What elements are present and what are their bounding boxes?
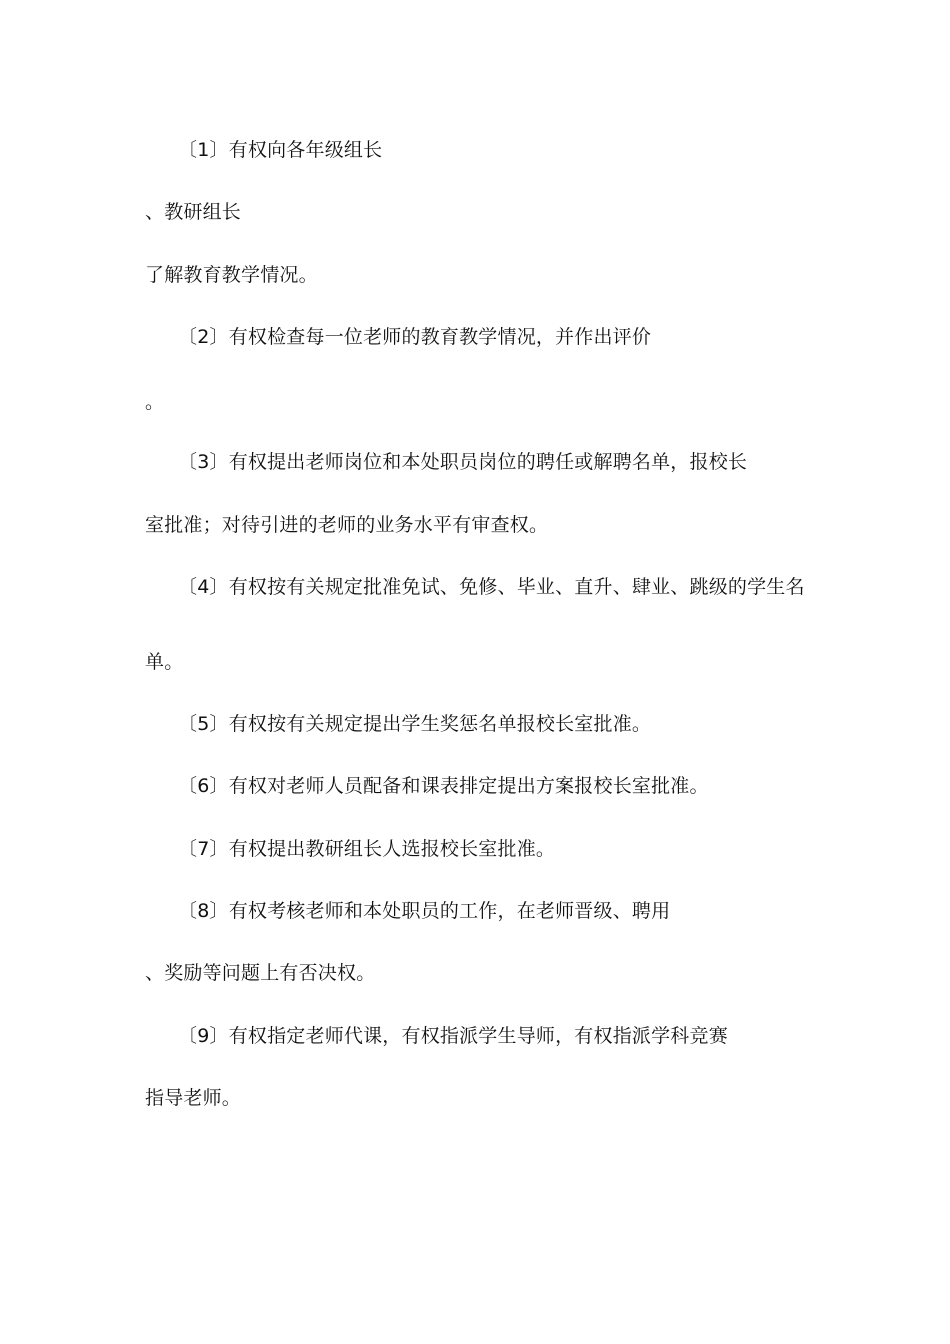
clause-4-line-2: 单。 <box>145 651 184 673</box>
clause-4-line-1: 〔4〕有权按有关规定批准免试、免修、毕业、直升、肆业、跳级的学生名 <box>178 576 805 598</box>
clause-9-line-1: 〔9〕有权指定老师代课，有权指派学生导师，有权指派学科竞赛 <box>178 1025 728 1047</box>
clause-8-line-2: 、奖励等问题上有否决权。 <box>145 962 376 984</box>
clause-3-line-1: 〔3〕有权提出老师岗位和本处职员岗位的聘任或解聘名单，报校长 <box>178 451 748 473</box>
clause-5-line: 〔5〕有权按有关规定提出学生奖惩名单报校长室批准。 <box>178 713 652 735</box>
clause-2-line-2: 。 <box>145 391 165 413</box>
clause-1-line-3: 了解教育教学情况。 <box>145 264 318 286</box>
clause-2-line-1: 〔2〕有权检查每一位老师的教育教学情况，并作出评价 <box>178 326 652 348</box>
clause-1-line-1: 〔1〕有权向各年级组长 <box>178 139 383 161</box>
clause-3-line-2: 室批准；对待引进的老师的业务水平有审查权。 <box>145 514 549 536</box>
clause-9-line-2: 指导老师。 <box>145 1087 242 1109</box>
clause-7-line: 〔7〕有权提出教研组长人选报校长室批准。 <box>178 838 556 860</box>
clause-6-line: 〔6〕有权对老师人员配备和课表排定提出方案报校长室批准。 <box>178 775 709 797</box>
clause-8-line-1: 〔8〕有权考核老师和本处职员的工作，在老师晋级、聘用 <box>178 900 671 922</box>
clause-1-line-2: 、教研组长 <box>145 201 242 223</box>
